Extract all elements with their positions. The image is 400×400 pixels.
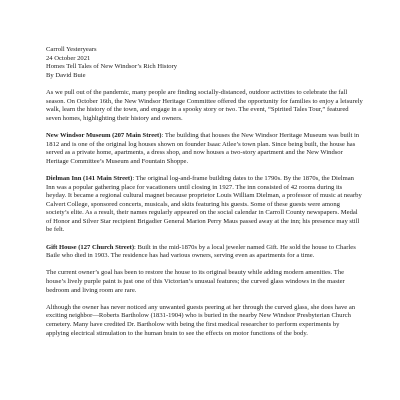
paragraph-dielman-inn bbox=[46, 175, 364, 235]
paragraph-text: : The building that houses the New Windsor Heritage Museum was built in 1812 and is one of the original log houses shown on founder Isaac Atlee’s town plan. Since being built, the house has served as a private home, apartments, a dress shop, and now houses a two-story apartment and the New Windsor Heritage Committee’s Museum and Fountain Shoppe. bbox=[46, 131, 360, 165]
paragraph-restoration bbox=[46, 269, 364, 295]
article-title: Homes Tell Tales of New Windsor’s Rich History bbox=[46, 63, 178, 71]
paragraph-gift-house bbox=[46, 244, 364, 261]
paragraph-lead: Gift House (127 Church Street) bbox=[46, 243, 135, 251]
paragraph-museum bbox=[46, 132, 364, 166]
paragraph-neighbor bbox=[46, 304, 364, 338]
paragraph-text: : The original log-and-frame building dates to the 1790s. By the 1870s, the Dielman Inn was a popular gathering place for vacationers until closing in 1927. The inn consisted of 42 rooms during its heyday. It became a regional cultural magnet because proprietor Louis William Dielman, a professor of music at nearby Calvert College, sponsored concerts, musicals, and skits featuring his guests. Some of these guests were among society’s elite. As a result, their names regularly appeared on the social calendar in Carroll County newspapers. Medal of Honor and Silver Star recipient Brigadier General Marion Perry Maus passed away at the inn; his presence may still be felt. bbox=[46, 174, 362, 234]
paragraph-lead: New Windsor Museum (207 Main Street) bbox=[46, 131, 162, 139]
publication-name: Carroll Yesteryears bbox=[46, 46, 97, 53]
publication-date: 24 October 2021 bbox=[46, 54, 91, 62]
paragraph-text: As we pull out of the pandemic, many people are finding socially-distanced, outdoor activities to celebrate the fall season. On October 16th, the New Windsor Heritage Committee offered the opportunity for families to enjoy a leisurely walk, learn the history of the town, and engage in a spooky story or two. The event, “Spirited Tales Tour,” featured seven homes, highlighting their history and owners. bbox=[46, 88, 363, 122]
byline: By David Buie bbox=[46, 71, 86, 79]
paragraph-text: Although the owner has never noticed any unwanted guests peering at her through the curved glass, she does have an exciting neighbor—Roberts Bartholow (1831-1904) who is buried in the nearby New Windsor Presbyterian Church cemetery. Many have credited Dr. Bartholow with being the first medical researcher to perform experiments by applying electrical stimulation to the human brain to see the effects on motor functions of the body. bbox=[46, 303, 356, 337]
article-header bbox=[46, 46, 364, 80]
paragraph-lead: Dielman Inn (141 Main Street) bbox=[46, 174, 133, 182]
paragraph-text: The current owner’s goal has been to restore the house to its original beauty while adding modern amenities. The house’s lively purple paint is just one of this Victorian’s unusual features; the curved glass windows in the master bedroom and living room are rare. bbox=[46, 269, 345, 294]
document-page bbox=[46, 46, 364, 347]
paragraph-intro bbox=[46, 89, 364, 123]
paragraph-text: : Built in the mid-1870s by a local jeweler named Gift. He sold the house to Charles Baile who died in 1903. The residence has had various owners, serving even as apartments for a time. bbox=[46, 243, 356, 260]
